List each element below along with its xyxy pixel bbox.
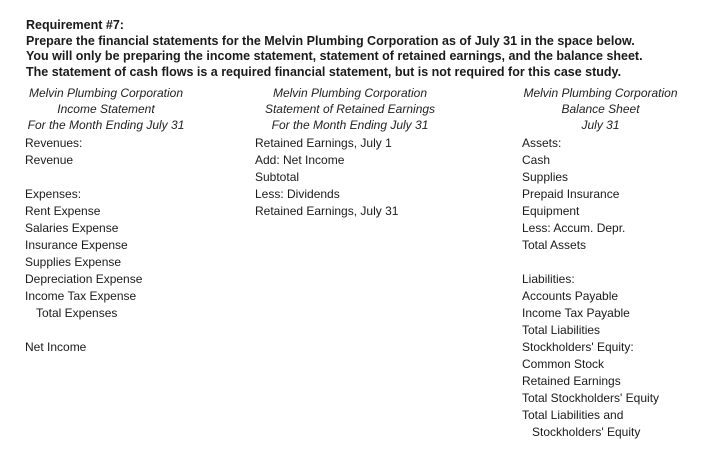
balance-line-blank xyxy=(494,254,707,271)
balance-line-total-liabilities: Total Liabilities xyxy=(522,323,601,337)
balance-line-common-stock: Common Stock xyxy=(522,357,605,371)
requirement-line: You will only be preparing the income statement, statement of retained earnings, and the balance sheet. xyxy=(26,49,643,63)
income-line-rent-expense: Rent Expense xyxy=(25,204,101,218)
balance-line-liabilities-header: Liabilities: xyxy=(522,272,575,286)
balance-line-equipment: Equipment xyxy=(522,204,580,218)
retained-earnings-statement xyxy=(232,85,468,220)
income-line-supplies-expense: Supplies Expense xyxy=(25,255,122,269)
income-line-expenses-header: Expenses: xyxy=(25,187,82,201)
income-statement xyxy=(0,85,232,356)
requirement-title: Requirement #7: xyxy=(26,18,124,32)
retained-line-ending: Retained Earnings, July 31 xyxy=(255,204,399,218)
requirement-block xyxy=(26,18,643,80)
balance-line-stockholders-equity: Stockholders' Equity xyxy=(532,425,641,439)
balance-sheet-company: Melvin Plumbing Corporation xyxy=(523,86,678,100)
retained-earnings-period: For the Month Ending July 31 xyxy=(271,118,429,132)
balance-line-accounts-payable: Accounts Payable xyxy=(522,289,619,303)
income-line-total-expenses: Total Expenses xyxy=(36,306,118,320)
balance-sheet-title: Balance Sheet xyxy=(561,102,640,116)
income-line-blank xyxy=(0,169,232,186)
income-statement-company: Melvin Plumbing Corporation xyxy=(28,86,184,100)
income-line-revenue: Revenue xyxy=(25,153,74,167)
retained-line-less-dividends: Less: Dividends xyxy=(255,187,340,201)
retained-line-subtotal: Subtotal xyxy=(255,170,300,184)
balance-line-accum-depr: Less: Accum. Depr. xyxy=(522,221,626,235)
balance-line-cash: Cash xyxy=(522,153,551,167)
retained-earnings-title: Statement of Retained Earnings xyxy=(264,102,436,116)
income-line-depreciation-expense: Depreciation Expense xyxy=(25,272,143,286)
income-line-blank xyxy=(0,322,232,339)
requirement-line: The statement of cash flows is a required financial statement, but is not required for this case study. xyxy=(26,64,622,79)
retained-earnings-company: Melvin Plumbing Corporation xyxy=(272,86,428,100)
balance-sheet xyxy=(494,85,707,441)
balance-line-total-assets: Total Assets xyxy=(522,238,587,252)
balance-line-supplies: Supplies xyxy=(522,170,569,184)
income-line-revenues-header: Revenues: xyxy=(25,136,83,150)
retained-line-beginning: Retained Earnings, July 1 xyxy=(255,136,392,150)
income-line-net-income: Net Income xyxy=(25,340,87,354)
retained-line-add-net-income: Add: Net Income xyxy=(255,153,345,167)
income-line-income-tax-expense: Income Tax Expense xyxy=(25,289,137,303)
balance-line-total-liabilities-and: Total Liabilities and xyxy=(522,408,624,422)
income-line-insurance-expense: Insurance Expense xyxy=(25,238,128,252)
balance-line-retained-earnings: Retained Earnings xyxy=(522,374,621,388)
balance-line-stockholders-equity-header: Stockholders' Equity: xyxy=(522,340,634,354)
balance-line-total-stockholders-equity: Total Stockholders' Equity xyxy=(522,391,660,405)
requirement-line: Prepare the financial statements for the Melvin Plumbing Corporation as of July 31 in the space below. xyxy=(26,33,635,48)
income-statement-period: For the Month Ending July 31 xyxy=(27,118,185,132)
income-statement-title: Income Statement xyxy=(57,102,155,116)
income-line-salaries-expense: Salaries Expense xyxy=(25,221,119,235)
balance-line-prepaid-insurance: Prepaid Insurance xyxy=(522,187,620,201)
balance-line-income-tax-payable: Income Tax Payable xyxy=(522,306,630,320)
balance-sheet-period: July 31 xyxy=(581,118,620,132)
balance-line-assets-header: Assets: xyxy=(522,136,562,150)
